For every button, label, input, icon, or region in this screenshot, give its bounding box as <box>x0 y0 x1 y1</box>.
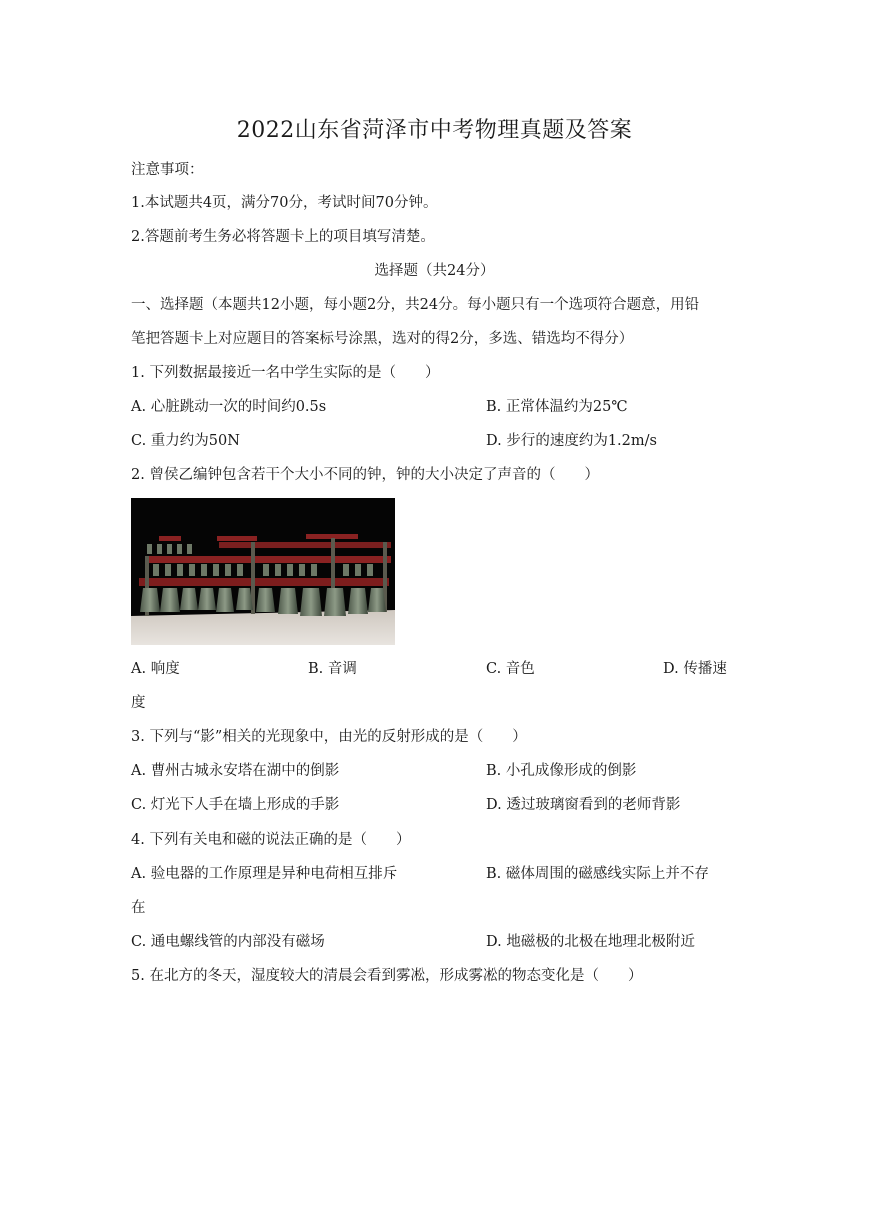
section-intro-line: 一、选择题（本题共12小题，每小题2分，共24分。每小题只有一个选项符合题意，用铅 <box>131 297 700 313</box>
question-4-option-a: A. 验电器的工作原理是异种电荷相互排斥 <box>131 866 398 882</box>
question-1-option-a: A. 心脏跳动一次的时间约0.5s <box>131 399 327 415</box>
question-1-option-d: D. 步行的速度约为1.2m/s <box>486 433 657 449</box>
notice-heading: 注意事项： <box>131 162 204 178</box>
page-title: 2022山东省菏泽市中考物理真题及答案 <box>236 118 633 143</box>
question-2-stem: 2. 曾侯乙编钟包含若干个大小不同的钟，钟的大小决定了声音的（ ） <box>131 467 599 483</box>
question-3-option-c: C. 灯光下人手在墙上形成的手影 <box>131 797 340 813</box>
question-3-option-d: D. 透过玻璃窗看到的老师背影 <box>486 797 681 813</box>
question-5-stem: 5. 在北方的冬天，湿度较大的清晨会看到雾凇，形成雾凇的物态变化是（ ） <box>131 968 643 984</box>
question-2-option-b: B. 音调 <box>308 661 357 677</box>
question-2-option-c: C. 音色 <box>486 661 535 677</box>
question-3-option-a: A. 曹州古城永安塔在湖中的倒影 <box>131 763 340 779</box>
question-1-option-b: B. 正常体温约为25℃ <box>486 399 628 415</box>
section-intro-line: 笔把答题卡上对应题目的答案标号涂黑，选对的得2分，多选、错选均不得分） <box>131 331 634 347</box>
question-4-stem: 4. 下列有关电和磁的说法正确的是（ ） <box>131 832 411 848</box>
notice-item: 2.答题前考生务必将答题卡上的项目填写清楚。 <box>131 229 435 245</box>
bianzhong-illustration <box>131 498 395 645</box>
question-2-option-a: A. 响度 <box>131 661 180 677</box>
question-2-option-d: D. 传播速 <box>663 661 727 677</box>
question-1-stem: 1. 下列数据最接近一名中学生实际的是（ ） <box>131 365 440 381</box>
question-3-stem: 3. 下列与“影”相关的光现象中，由光的反射形成的是（ ） <box>131 729 527 745</box>
notice-item: 1.本试题共4页，满分70分，考试时间70分钟。 <box>131 195 438 211</box>
question-2-wrap: 度 <box>131 695 146 711</box>
question-4-option-d: D. 地磁极的北极在地理北极附近 <box>486 934 695 950</box>
question-4-wrap: 在 <box>131 900 146 916</box>
question-3-option-b: B. 小孔成像形成的倒影 <box>486 763 637 779</box>
question-4-option-c: C. 通电螺线管的内部没有磁场 <box>131 934 325 950</box>
section-title: 选择题（共24分） <box>374 263 495 279</box>
question-4-option-b: B. 磁体周围的磁感线实际上并不存 <box>486 866 709 882</box>
question-1-option-c: C. 重力约为50N <box>131 433 240 449</box>
bronze-bells-photo <box>131 498 395 645</box>
